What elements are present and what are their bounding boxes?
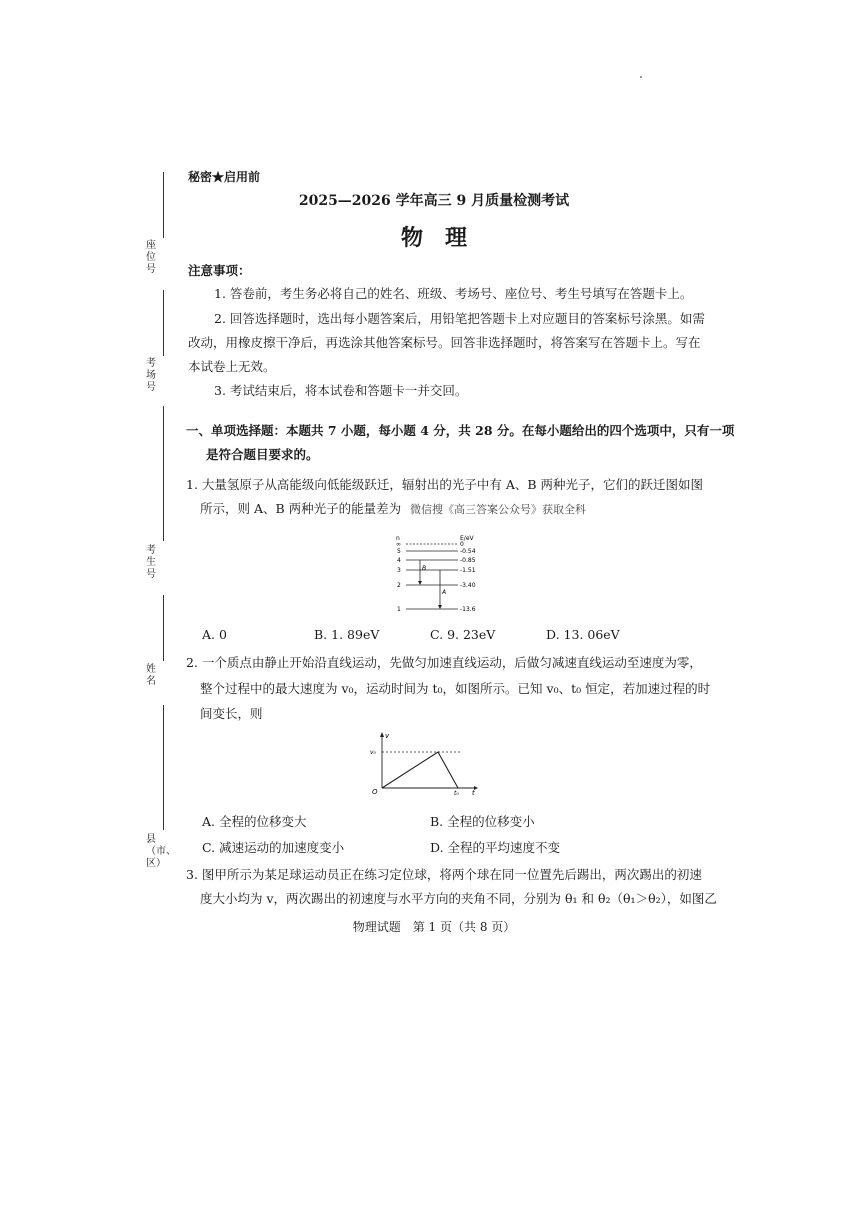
exam-title: 2025—2026 学年高三 9 月质量检测考试	[298, 193, 570, 209]
question-1-text: 1. 大量氢原子从高能级向低能级跃迁，辐射出的光子中有 A、B 两种光子，它们的跃迁图如图	[186, 477, 704, 492]
level-e: -13.6	[460, 606, 476, 613]
q2-option-c: C. 减速运动的加速度变小	[202, 840, 345, 855]
confidential-mark: 秘密★启用前	[188, 170, 261, 184]
arrow-head	[418, 581, 422, 585]
question-3-text: 3. 图甲所示为某足球运动员正在练习定位球，将两个球在同一位置先后踢出，两次踢出的初速	[186, 867, 702, 882]
q2-option-b: B. 全程的位移变小	[430, 814, 535, 829]
arrow-a-label: A	[442, 589, 447, 596]
seat-number-label: 座位号	[146, 240, 156, 275]
notice-item: 3. 考试结束后，将本试卷和答题卡一并交回。	[214, 383, 468, 398]
question-2-text-cont: 整个过程中的最大速度为 v₀，运动时间为 t₀，如图所示。已知 v₀、t₀ 恒定，若加速过程的时	[200, 681, 711, 696]
n-axis-label: n	[396, 535, 400, 542]
v-label: v	[385, 732, 390, 740]
arrow-b-label: B	[422, 565, 427, 572]
section-heading-cont: 是符合题目要求的。	[206, 447, 319, 462]
level-n: 3	[397, 567, 401, 574]
question-2-text-cont: 间变长，则	[200, 706, 263, 721]
exam-room-label: 考场号	[146, 358, 156, 393]
level-n: 2	[397, 582, 401, 589]
origin-label: O	[372, 788, 378, 796]
page-footer: 物理试题 第 1 页（共 8 页）	[352, 920, 516, 934]
margin-line	[163, 705, 164, 830]
level-e: 0	[460, 541, 464, 548]
q1-option-c: C. 9. 23eV	[430, 627, 496, 642]
candidate-number-label: 考生号	[146, 545, 156, 580]
energy-level-diagram	[390, 532, 490, 616]
v0-label: v₀	[370, 749, 376, 756]
level-n: 1	[397, 606, 401, 613]
notice-item: 本试卷上无效。	[188, 359, 276, 374]
watermark-text: 微信搜《高三答案公众号》获取全科	[410, 503, 586, 516]
stray-mark	[640, 76, 642, 78]
velocity-time-graph	[368, 730, 480, 796]
question-3-text-cont: 度大小均为 v，两次踢出的初速度与水平方向的夹角不同，分别为 θ₁ 和 θ₂（θ₁＞θ₂），如图乙	[200, 891, 717, 906]
notice-heading: 注意事项：	[188, 263, 251, 278]
t-label: t	[472, 789, 475, 796]
level-e: -0.85	[460, 557, 476, 564]
subject-title: 物 理	[400, 225, 467, 251]
q2-option-d: D. 全程的平均速度不变	[430, 840, 561, 855]
arrow-head	[438, 605, 442, 609]
level-e: -3.40	[460, 582, 476, 589]
question-1-text-cont: 所示，则 A、B 两种光子的能量差为	[200, 501, 402, 516]
notice-item: 2. 回答选择题时，选出每小题答案后，用铅笔把答题卡上对应题目的答案标号涂黑。如需	[214, 311, 705, 326]
vt-curve	[382, 752, 458, 788]
q1-option-b: B. 1. 89eV	[314, 627, 380, 642]
margin-line	[163, 406, 164, 541]
q2-option-a: A. 全程的位移变大	[202, 814, 307, 829]
q1-option-a: A. 0	[202, 627, 227, 642]
notice-item: 改动，用橡皮擦干净后，再选涂其他答案标号。回答非选择题时，将答案写在答题卡上。写在	[188, 335, 701, 350]
e-axis-label: E/eV	[460, 535, 474, 542]
q1-option-d: D. 13. 06eV	[546, 627, 620, 642]
level-n: 4	[397, 557, 401, 564]
level-n: ∞	[396, 541, 401, 548]
level-e: -1.51	[460, 567, 476, 574]
county-label: 县（市、区）	[146, 834, 176, 869]
notice-item: 1. 答卷前，考生务必将自己的姓名、班级、考场号、座位号、考生号填写在答题卡上。	[214, 286, 693, 301]
t0-label: t₀	[454, 790, 459, 796]
question-2-text: 2. 一个质点由静止开始沿直线运动，先做匀加速直线运动，后做匀减速直线运动至速度为零，	[186, 655, 702, 670]
margin-line	[163, 595, 164, 661]
level-e: -0.54	[460, 548, 476, 555]
margin-line	[163, 290, 164, 356]
section-heading: 一、单项选择题：本题共 7 小题，每小题 4 分，共 28 分。在每小题给出的四个选项中，只有一项	[186, 423, 735, 438]
level-n: 5	[397, 548, 401, 555]
v-axis-arrow	[380, 732, 384, 737]
name-label: 姓名	[146, 664, 156, 687]
